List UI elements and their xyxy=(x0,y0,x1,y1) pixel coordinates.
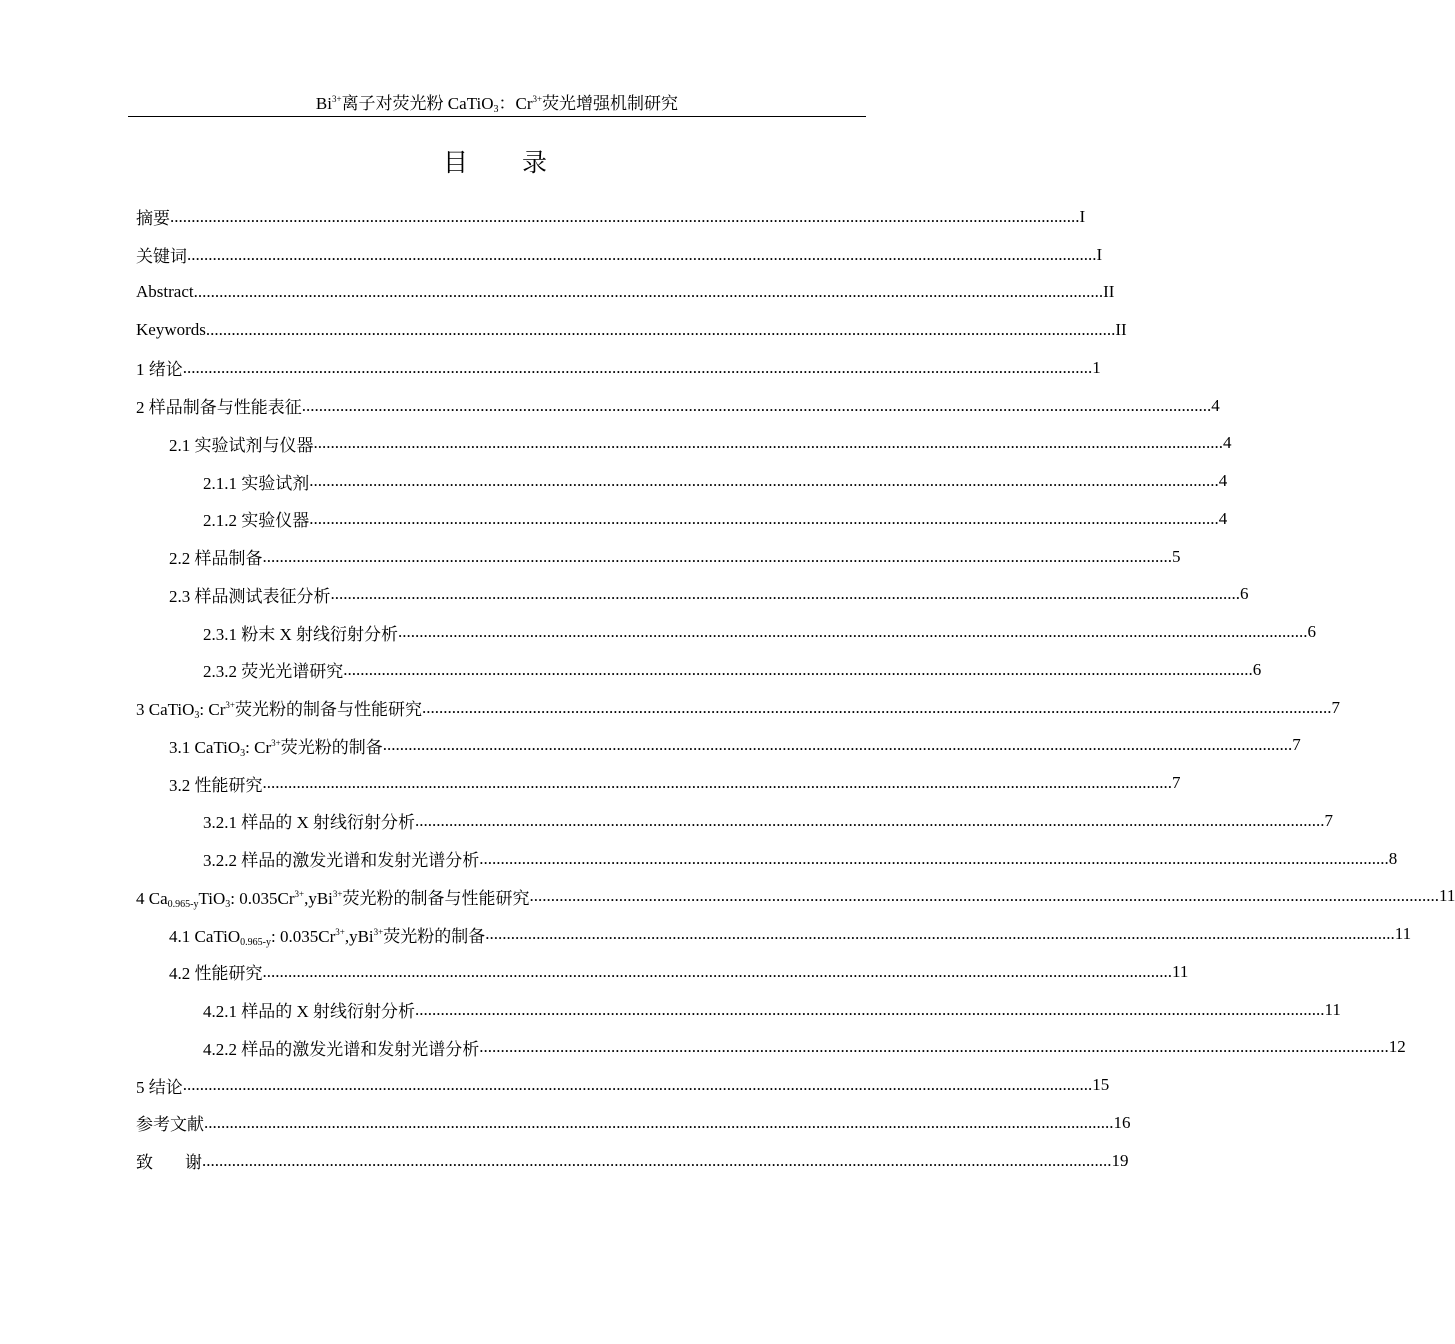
header-superscript: 3+ xyxy=(532,94,543,104)
toc-entry-superscript: 3+ xyxy=(373,926,384,937)
toc-page-number: 4 xyxy=(1218,508,1228,528)
toc-entry-superscript: 3+ xyxy=(225,700,235,711)
toc-entry-text: 2.1 实验试剂与仪器 xyxy=(169,435,314,455)
toc-dot-leader: ...................................................................................................................................................................................................................... xyxy=(182,1075,1093,1095)
toc-entry-text: 4.1 CaTiO xyxy=(169,926,241,946)
toc-dot-leader: ...................................................................................................................................................................................................................... xyxy=(262,546,1172,566)
toc-entry-superscript: 3+ xyxy=(294,888,305,899)
toc-page-number: II xyxy=(1115,320,1127,340)
toc-entry[interactable] xyxy=(136,613,1317,651)
toc-page-number: 11 xyxy=(1172,961,1189,981)
toc-entry-subscript: 0.965-y xyxy=(167,898,199,910)
toc-entry-label xyxy=(203,808,415,833)
toc-page-number: 6 xyxy=(1307,622,1317,642)
toc-page-number: 12 xyxy=(1388,1037,1406,1057)
toc-entry-subscript: 0.965-y xyxy=(240,936,272,948)
toc-entry-label xyxy=(203,506,309,531)
toc-entry-text: 4.2.2 样品的激发光谱和发射光谱分析 xyxy=(203,1039,480,1059)
toc-page-number: 6 xyxy=(1252,659,1262,679)
toc-entry-text: 2.3.1 粉末 X 射线衍射分析 xyxy=(203,624,399,644)
toc-entry-text: 荧光粉的制备 xyxy=(383,926,486,946)
toc-page-number: 4 xyxy=(1211,395,1220,415)
toc-page-number: 4 xyxy=(1218,471,1228,491)
toc-entry[interactable] xyxy=(136,274,1115,312)
toc-dot-leader: ...................................................................................................................................................................................................................... xyxy=(313,433,1223,453)
toc-entry-subscript: 3 xyxy=(240,747,246,759)
toc-entry-superscript: 3+ xyxy=(271,737,281,748)
toc-entry[interactable] xyxy=(136,991,1341,1029)
toc-dot-leader: ...................................................................................................................................................................................................................... xyxy=(343,659,1253,679)
toc-entry[interactable] xyxy=(136,651,1262,689)
toc-page-number: I xyxy=(1096,244,1103,264)
toc-dot-leader: ...................................................................................................................................................................................................................... xyxy=(309,471,1219,491)
toc-entry-text: 2.1.2 实验仪器 xyxy=(203,511,310,531)
toc-entry[interactable] xyxy=(136,500,1228,538)
toc-dot-leader: ...................................................................................................................................................................................................................... xyxy=(205,320,1116,340)
header-divider xyxy=(128,116,866,117)
toc-entry-text: 2.1.1 实验试剂 xyxy=(203,473,310,493)
toc-entry-text: 2.3 样品测试表征分析 xyxy=(169,586,331,606)
toc-dot-leader: ...................................................................................................................................................................................................................... xyxy=(415,810,1325,830)
toc-entry-text: Abstract xyxy=(136,282,194,302)
toc-title xyxy=(0,148,990,180)
toc-dot-leader: ...................................................................................................................................................................................................................... xyxy=(262,773,1172,793)
toc-entry-text: 谢 xyxy=(185,1153,202,1173)
header-text: 离子对荧光粉 CaTiO xyxy=(341,94,494,113)
toc-entry-text: 荧光粉的制备与性能研究 xyxy=(234,700,422,720)
toc-entry-superscript: 3+ xyxy=(335,926,345,937)
toc-entry[interactable] xyxy=(136,915,1412,953)
toc-entry-text: 摘要 xyxy=(136,209,170,229)
toc-page-number: 19 xyxy=(1111,1150,1129,1170)
toc-page-number: 7 xyxy=(1331,697,1340,717)
toc-dot-leader: ...................................................................................................................................................................................................................... xyxy=(421,697,1332,717)
toc-page-number: 6 xyxy=(1240,584,1249,604)
toc-dot-leader: ...................................................................................................................................................................................................................... xyxy=(529,886,1439,906)
toc-dot-leader: ...................................................................................................................................................................................................................... xyxy=(170,206,1080,226)
toc-entry-label xyxy=(136,695,422,720)
toc-page-number: 11 xyxy=(1394,924,1412,944)
toc-page-number: 8 xyxy=(1388,848,1398,868)
header-subscript: 3 xyxy=(493,104,499,115)
toc-entry-label xyxy=(203,657,343,682)
toc-entry[interactable] xyxy=(136,349,1101,387)
toc-dot-leader: ...................................................................................................................................................................................................................... xyxy=(187,244,1097,264)
header-text: 荧光增强机制研究 xyxy=(542,94,679,113)
toc-page-number: 1 xyxy=(1092,357,1101,377)
toc-page-number: 16 xyxy=(1113,1112,1131,1132)
toc-entry-label xyxy=(169,959,263,984)
toc-dot-leader: ...................................................................................................................................................................................................................... xyxy=(193,282,1104,302)
toc-page-number: II xyxy=(1103,282,1115,302)
header-text: Bi xyxy=(315,94,332,113)
toc-entry[interactable] xyxy=(136,1066,1110,1104)
toc-title-char: 录 xyxy=(522,150,548,177)
toc-page-number: 7 xyxy=(1292,735,1301,755)
toc-entry-label xyxy=(136,355,183,380)
toc-entry-label xyxy=(136,884,529,909)
toc-entry[interactable] xyxy=(136,727,1301,765)
toc-entry[interactable] xyxy=(136,764,1181,802)
toc-entry-text: Keywords xyxy=(136,320,206,340)
toc-entry[interactable] xyxy=(136,538,1181,576)
toc-page-number: 7 xyxy=(1172,773,1181,793)
toc-entry-label xyxy=(136,1110,204,1135)
toc-entry-label xyxy=(169,582,331,607)
toc-entry-text: 致 xyxy=(136,1153,153,1173)
toc-entry[interactable] xyxy=(136,840,1398,878)
toc-entry-label xyxy=(203,469,309,494)
toc-dot-leader: ...................................................................................................................................................................................................................... xyxy=(182,357,1093,377)
header-superscript: 3+ xyxy=(331,94,342,104)
toc-entry-text: 关键词 xyxy=(136,247,187,267)
toc-entry[interactable] xyxy=(136,576,1249,614)
toc-page-number: 4 xyxy=(1223,433,1232,453)
toc-dot-leader: ...................................................................................................................................................................................................................... xyxy=(301,395,1212,415)
toc-entry-text: : Cr xyxy=(199,700,226,720)
toc-entry-label xyxy=(203,997,415,1022)
toc-title-char: 目 xyxy=(442,150,468,177)
toc-entry-text: ,yBi xyxy=(304,888,333,908)
toc-entry-text: 4.2 性能研究 xyxy=(169,964,263,984)
toc-entry-text: 参考文献 xyxy=(136,1115,204,1135)
toc-dot-leader: ...................................................................................................................................................................................................................... xyxy=(398,622,1308,642)
toc-entry[interactable] xyxy=(136,953,1189,991)
running-header xyxy=(128,92,866,116)
toc-dot-leader: ...................................................................................................................................................................................................................... xyxy=(485,924,1395,944)
toc-entry-text: 2.3.2 荧光光谱研究 xyxy=(203,662,344,682)
toc-dot-leader: ...................................................................................................................................................................................................................... xyxy=(202,1150,1112,1170)
toc-entry-text: : Cr xyxy=(245,737,272,757)
toc-entry-label xyxy=(203,1035,479,1060)
toc-entry[interactable] xyxy=(136,462,1228,500)
toc-entry-text: 荧光粉的制备与性能研究 xyxy=(342,888,530,908)
toc-entry-label xyxy=(169,733,383,758)
toc-dot-leader: ...................................................................................................................................................................................................................... xyxy=(479,1037,1389,1057)
toc-dot-leader: ...................................................................................................................................................................................................................... xyxy=(415,999,1325,1019)
toc-entry[interactable] xyxy=(136,425,1232,463)
toc-entry[interactable] xyxy=(136,1104,1131,1142)
toc-page-number: 11 xyxy=(1324,999,1341,1019)
toc-entry-text: 1 绪论 xyxy=(136,360,183,380)
header-text: ：Cr xyxy=(498,94,533,113)
toc-entry[interactable] xyxy=(136,387,1220,425)
toc-entry-text: 3.1 CaTiO xyxy=(169,737,241,757)
toc-entry-text: 5 结论 xyxy=(136,1077,183,1097)
toc-dot-leader: ...................................................................................................................................................................................................................... xyxy=(309,508,1219,528)
toc-list xyxy=(136,198,1455,1180)
toc-entry-text: 3 CaTiO xyxy=(136,700,195,720)
toc-entry-label xyxy=(136,1148,202,1173)
toc-entry-label xyxy=(203,620,398,645)
toc-entry-subscript: 3 xyxy=(225,898,231,910)
toc-entry-text: : 0.035Cr xyxy=(230,888,295,908)
toc-page-number: 5 xyxy=(1172,546,1181,566)
toc-entry-label xyxy=(169,431,314,456)
toc-entry-label xyxy=(169,922,485,947)
toc-entry-text: TiO xyxy=(198,888,226,908)
toc-entry[interactable] xyxy=(136,236,1103,274)
toc-dot-leader: ...................................................................................................................................................................................................................... xyxy=(382,735,1293,755)
toc-entry[interactable] xyxy=(136,802,1334,840)
toc-page-number: 11 xyxy=(1438,886,1455,906)
toc-dot-leader: ...................................................................................................................................................................................................................... xyxy=(204,1112,1114,1132)
toc-entry[interactable] xyxy=(136,1029,1406,1067)
toc-entry-subscript: 3 xyxy=(194,710,200,722)
toc-entry[interactable] xyxy=(136,198,1086,236)
toc-entry[interactable] xyxy=(136,311,1127,349)
toc-entry[interactable] xyxy=(136,689,1340,727)
toc-entry[interactable] xyxy=(136,1142,1129,1180)
toc-entry-label xyxy=(136,242,187,267)
toc-entry-label xyxy=(136,393,302,418)
toc-entry-label xyxy=(136,282,194,302)
toc-page-number: I xyxy=(1079,206,1086,226)
toc-dot-leader: ...................................................................................................................................................................................................................... xyxy=(262,961,1172,981)
toc-entry-text: 3.2 性能研究 xyxy=(169,775,263,795)
toc-entry-label xyxy=(136,320,206,340)
toc-entry-text: 4 Ca xyxy=(136,888,168,908)
toc-entry-label xyxy=(136,204,170,229)
toc-page-number: 15 xyxy=(1092,1075,1110,1095)
toc-entry-text: ,yBi xyxy=(344,926,374,946)
toc-entry-superscript: 3+ xyxy=(332,888,343,899)
toc-entry-text: : 0.035Cr xyxy=(271,926,336,946)
toc-entry-text: 2.2 样品制备 xyxy=(169,549,263,569)
toc-entry-label xyxy=(169,771,263,796)
toc-entry-text: 2 样品制备与性能表征 xyxy=(136,398,302,418)
toc-entry-text: 3.2.2 样品的激发光谱和发射光谱分析 xyxy=(203,851,480,871)
toc-entry-label xyxy=(169,544,263,569)
toc-dot-leader: ...................................................................................................................................................................................................................... xyxy=(330,584,1240,604)
toc-entry-label xyxy=(203,846,479,871)
toc-entry-text: 4.2.1 样品的 X 射线衍射分析 xyxy=(203,1002,416,1022)
toc-entry-text: 荧光粉的制备 xyxy=(280,737,383,757)
toc-entry-label xyxy=(136,1073,183,1098)
toc-entry-text: 3.2.1 样品的 X 射线衍射分析 xyxy=(203,813,416,833)
toc-page-number: 7 xyxy=(1324,810,1334,830)
toc-entry[interactable] xyxy=(136,878,1455,916)
toc-dot-leader: ...................................................................................................................................................................................................................... xyxy=(479,848,1389,868)
